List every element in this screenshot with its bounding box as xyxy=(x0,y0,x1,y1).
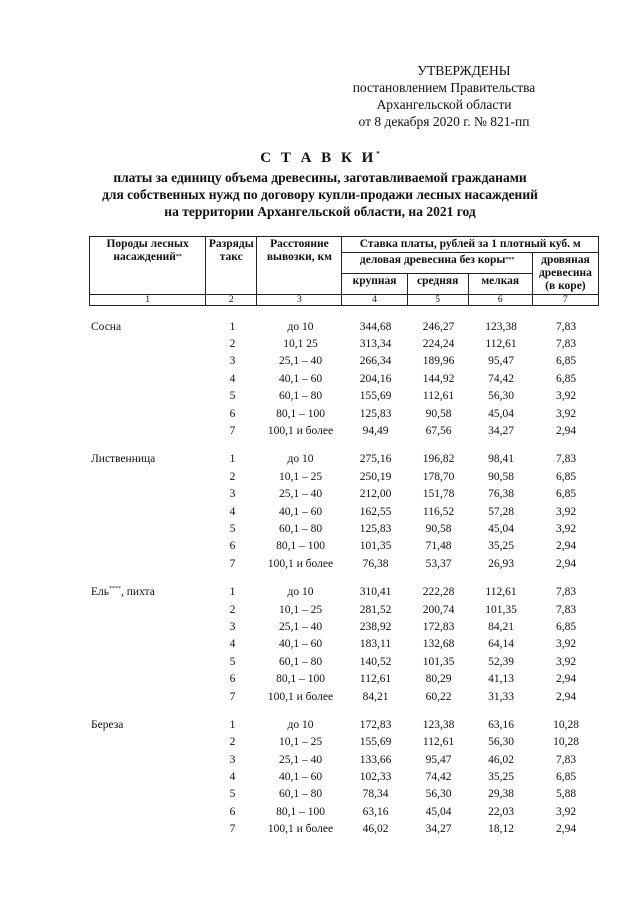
table-row xyxy=(89,538,599,555)
large-cell: 212,00 xyxy=(359,488,392,501)
firewood-cell: 7,83 xyxy=(555,338,577,351)
medium-cell: 112,61 xyxy=(422,736,455,749)
firewood-cell: 3,92 xyxy=(555,655,577,668)
firewood-cell: 2,94 xyxy=(555,540,577,553)
table-row xyxy=(89,468,599,485)
small-cell: 35,25 xyxy=(488,540,514,553)
large-cell: 84,21 xyxy=(362,690,389,703)
class-cell: 4 xyxy=(229,638,236,651)
column-number-row xyxy=(90,295,599,306)
small-cell: 56,30 xyxy=(488,390,514,403)
table-row xyxy=(89,486,599,503)
distance-cell: до 10 xyxy=(287,586,314,599)
small-cell: 95,47 xyxy=(488,355,514,368)
distance-cell: 60,1 – 80 xyxy=(278,522,323,535)
small-cell: 41,13 xyxy=(488,673,514,686)
class-cell: 7 xyxy=(229,690,236,703)
column-number: 3 xyxy=(257,295,342,306)
class-cell: 3 xyxy=(229,488,236,501)
document-subtitle xyxy=(70,169,570,220)
firewood-cell: 7,83 xyxy=(555,753,577,766)
header-medium: средняя xyxy=(407,274,468,295)
medium-cell: 101,35 xyxy=(422,655,455,668)
large-cell: 238,92 xyxy=(359,620,392,633)
distance-cell: 40,1 – 60 xyxy=(278,372,323,385)
species-cell: Ель****, пихта xyxy=(91,586,155,599)
firewood-cell: 3,92 xyxy=(555,805,577,818)
subtitle-line: для собственных нужд по договору купли-продажи лесных насаждений xyxy=(102,187,538,202)
table-row xyxy=(89,821,599,838)
column-number: 6 xyxy=(468,295,532,306)
distance-cell: до 10 xyxy=(287,320,314,333)
small-cell: 112,61 xyxy=(485,338,517,351)
small-cell: 18,12 xyxy=(488,823,514,836)
small-cell: 64,14 xyxy=(488,638,514,651)
firewood-cell: 2,94 xyxy=(555,425,577,438)
medium-cell: 67,56 xyxy=(425,425,452,438)
firewood-cell: 10,28 xyxy=(553,736,579,749)
distance-cell: 100,1 и более xyxy=(267,690,334,703)
species-group xyxy=(89,583,599,705)
firewood-cell: 3,92 xyxy=(555,638,577,651)
distance-cell: 60,1 – 80 xyxy=(278,390,323,403)
header-large: крупная xyxy=(342,274,407,295)
class-cell: 4 xyxy=(229,505,236,518)
class-cell: 2 xyxy=(229,338,236,351)
small-cell: 22,03 xyxy=(488,805,514,818)
large-cell: 133,66 xyxy=(359,753,392,766)
medium-cell: 144,92 xyxy=(422,372,455,385)
firewood-cell: 3,92 xyxy=(555,522,577,535)
table-row xyxy=(89,803,599,820)
table-row xyxy=(89,768,599,785)
species-group xyxy=(89,451,599,573)
medium-cell: 53,37 xyxy=(425,557,452,570)
medium-cell: 80,29 xyxy=(425,673,452,686)
table-row xyxy=(89,405,599,422)
class-cell: 2 xyxy=(229,736,236,749)
column-number: 7 xyxy=(532,295,598,306)
medium-cell: 151,78 xyxy=(422,488,455,501)
small-cell: 112,61 xyxy=(485,586,517,599)
subtitle-line: на территории Архангельской области, на 2021 год xyxy=(164,204,476,219)
small-cell: 45,04 xyxy=(488,407,514,420)
small-cell: 56,30 xyxy=(488,736,514,749)
distance-cell: 100,1 и более xyxy=(267,557,334,570)
table-row xyxy=(89,734,599,751)
medium-cell: 56,30 xyxy=(425,788,452,801)
large-cell: 310,41 xyxy=(359,586,392,599)
medium-cell: 196,82 xyxy=(422,453,455,466)
class-cell: 7 xyxy=(229,425,236,438)
header-distance: Расстояние вывозки, км xyxy=(257,237,342,295)
class-cell: 2 xyxy=(229,470,236,483)
title-word: С Т А В К И xyxy=(260,150,377,166)
large-cell: 281,52 xyxy=(359,603,392,616)
small-cell: 101,35 xyxy=(485,603,517,616)
medium-cell: 200,74 xyxy=(422,603,455,616)
approval-heading: УТВЕРЖДЕНЫ xyxy=(417,63,511,78)
large-cell: 275,16 xyxy=(359,453,392,466)
table-row xyxy=(89,555,599,572)
small-cell: 31,33 xyxy=(488,690,514,703)
table-row xyxy=(89,653,599,670)
large-cell: 76,38 xyxy=(362,557,389,570)
firewood-cell: 7,83 xyxy=(555,586,577,599)
medium-cell: 90,58 xyxy=(425,522,452,535)
distance-cell: 80,1 – 100 xyxy=(276,407,325,420)
distance-cell: 80,1 – 100 xyxy=(276,805,325,818)
table-row xyxy=(89,451,599,468)
medium-cell: 222,28 xyxy=(422,586,455,599)
firewood-cell: 7,83 xyxy=(555,603,577,616)
distance-cell: до 10 xyxy=(287,453,314,466)
class-cell: 6 xyxy=(229,540,236,553)
distance-cell: 10,1 – 25 xyxy=(278,603,323,616)
distance-cell: 25,1 – 40 xyxy=(278,355,323,368)
table-row xyxy=(89,335,599,352)
medium-cell: 189,96 xyxy=(422,355,455,368)
large-cell: 46,02 xyxy=(362,823,389,836)
small-cell: 76,38 xyxy=(488,488,514,501)
distance-cell: 40,1 – 60 xyxy=(278,638,323,651)
table-row xyxy=(89,388,599,405)
class-cell: 5 xyxy=(229,655,236,668)
class-cell: 4 xyxy=(229,771,236,784)
class-cell: 2 xyxy=(229,603,236,616)
firewood-cell: 7,83 xyxy=(555,320,577,333)
column-number: 2 xyxy=(206,295,257,306)
firewood-cell: 2,94 xyxy=(555,823,577,836)
species-group xyxy=(89,716,599,838)
medium-cell: 112,61 xyxy=(422,390,455,403)
large-cell: 140,52 xyxy=(359,655,392,668)
class-cell: 1 xyxy=(229,586,236,599)
distance-cell: 10,1 25 xyxy=(283,338,318,351)
table-row xyxy=(89,422,599,439)
document-title xyxy=(0,150,640,167)
large-cell: 125,83 xyxy=(359,522,392,535)
firewood-cell: 2,94 xyxy=(555,557,577,570)
class-cell: 1 xyxy=(229,320,236,333)
large-cell: 155,69 xyxy=(359,736,392,749)
medium-cell: 45,04 xyxy=(425,805,452,818)
large-cell: 155,69 xyxy=(359,390,392,403)
distance-cell: 25,1 – 40 xyxy=(278,488,323,501)
class-cell: 3 xyxy=(229,355,236,368)
header-species: Породы лесных насаждений** xyxy=(90,237,206,295)
distance-cell: 100,1 и более xyxy=(267,425,334,438)
large-cell: 112,61 xyxy=(359,673,392,686)
class-cell: 7 xyxy=(229,557,236,570)
large-cell: 162,55 xyxy=(359,505,392,518)
table-row xyxy=(89,353,599,370)
species-cell: Сосна xyxy=(91,320,122,333)
distance-cell: до 10 xyxy=(287,718,314,731)
distance-cell: 25,1 – 40 xyxy=(278,753,323,766)
medium-cell: 246,27 xyxy=(422,320,455,333)
large-cell: 125,83 xyxy=(359,407,392,420)
medium-cell: 95,47 xyxy=(425,753,452,766)
table-row xyxy=(89,786,599,803)
table-row xyxy=(89,636,599,653)
class-cell: 1 xyxy=(229,453,236,466)
small-cell: 45,04 xyxy=(488,522,514,535)
firewood-cell: 3,92 xyxy=(555,407,577,420)
class-cell: 4 xyxy=(229,372,236,385)
distance-cell: 10,1 – 25 xyxy=(278,736,323,749)
firewood-cell: 2,94 xyxy=(555,690,577,703)
medium-cell: 60,22 xyxy=(425,690,452,703)
firewood-cell: 2,94 xyxy=(555,673,577,686)
table-row xyxy=(89,670,599,687)
small-cell: 52,39 xyxy=(488,655,514,668)
class-cell: 1 xyxy=(229,718,236,731)
distance-cell: 60,1 – 80 xyxy=(278,655,323,668)
header-rate: Ставка платы, рублей за 1 плотный куб. м xyxy=(342,237,599,253)
firewood-cell: 7,83 xyxy=(555,453,577,466)
small-cell: 35,25 xyxy=(488,771,514,784)
medium-cell: 71,48 xyxy=(425,540,452,553)
firewood-cell: 6,85 xyxy=(555,372,577,385)
large-cell: 266,34 xyxy=(359,355,392,368)
column-number: 4 xyxy=(342,295,407,306)
distance-cell: 40,1 – 60 xyxy=(278,505,323,518)
species-group xyxy=(89,318,599,440)
small-cell: 123,38 xyxy=(485,320,517,333)
species-cell: Лиственница xyxy=(91,453,156,466)
table-row xyxy=(89,688,599,705)
distance-cell: 25,1 – 40 xyxy=(278,620,323,633)
medium-cell: 172,83 xyxy=(422,620,455,633)
medium-cell: 132,68 xyxy=(422,638,455,651)
class-cell: 5 xyxy=(229,390,236,403)
table-row xyxy=(89,503,599,520)
firewood-cell: 5,88 xyxy=(555,788,577,801)
medium-cell: 34,27 xyxy=(425,823,452,836)
rates-table-body xyxy=(89,318,599,849)
large-cell: 250,19 xyxy=(359,470,392,483)
table-row xyxy=(89,618,599,635)
small-cell: 29,38 xyxy=(488,788,514,801)
large-cell: 102,33 xyxy=(359,771,392,784)
column-number: 1 xyxy=(90,295,206,306)
large-cell: 183,11 xyxy=(359,638,392,651)
large-cell: 94,49 xyxy=(362,425,389,438)
species-cell: Береза xyxy=(91,718,124,731)
distance-cell: 80,1 – 100 xyxy=(276,540,325,553)
approval-line: постановлением Правительства xyxy=(352,80,536,95)
approval-line: от 8 декабря 2020 г. № 821-пп xyxy=(358,114,530,129)
small-cell: 34,27 xyxy=(488,425,514,438)
title-footnote-mark: * xyxy=(376,150,380,158)
class-cell: 6 xyxy=(229,407,236,420)
column-number: 5 xyxy=(407,295,468,306)
medium-cell: 90,58 xyxy=(425,407,452,420)
table-row xyxy=(89,716,599,733)
firewood-cell: 6,85 xyxy=(555,771,577,784)
approval-block xyxy=(314,62,574,130)
table-row xyxy=(89,520,599,537)
small-cell: 84,21 xyxy=(488,620,514,633)
distance-cell: 80,1 – 100 xyxy=(276,673,325,686)
table-row xyxy=(89,370,599,387)
large-cell: 101,35 xyxy=(359,540,392,553)
class-cell: 6 xyxy=(229,805,236,818)
small-cell: 74,42 xyxy=(488,372,514,385)
large-cell: 172,83 xyxy=(359,718,392,731)
table-row xyxy=(89,318,599,335)
small-cell: 46,02 xyxy=(488,753,514,766)
firewood-cell: 10,28 xyxy=(553,718,579,731)
large-cell: 78,34 xyxy=(362,788,389,801)
distance-cell: 60,1 – 80 xyxy=(278,788,323,801)
firewood-cell: 6,85 xyxy=(555,620,577,633)
class-cell: 3 xyxy=(229,753,236,766)
firewood-cell: 3,92 xyxy=(555,390,577,403)
class-cell: 5 xyxy=(229,522,236,535)
large-cell: 313,34 xyxy=(359,338,392,351)
class-cell: 6 xyxy=(229,673,236,686)
header-small: мелкая xyxy=(468,274,532,295)
small-cell: 63,16 xyxy=(488,718,514,731)
large-cell: 344,68 xyxy=(359,320,392,333)
medium-cell: 224,24 xyxy=(422,338,455,351)
class-cell: 7 xyxy=(229,823,236,836)
firewood-cell: 3,92 xyxy=(555,505,577,518)
subtitle-line: платы за единицу объема древесины, заготавливаемой гражданами xyxy=(113,170,527,185)
class-cell: 5 xyxy=(229,788,236,801)
rates-table-header xyxy=(89,236,599,306)
firewood-cell: 6,85 xyxy=(555,355,577,368)
large-cell: 204,16 xyxy=(359,372,392,385)
small-cell: 98,41 xyxy=(488,453,514,466)
distance-cell: 100,1 и более xyxy=(267,823,334,836)
small-cell: 26,93 xyxy=(488,557,514,570)
large-cell: 63,16 xyxy=(362,805,389,818)
class-cell: 3 xyxy=(229,620,236,633)
table-row xyxy=(89,583,599,600)
header-classes: Разряды такс xyxy=(206,237,257,295)
medium-cell: 116,52 xyxy=(422,505,455,518)
medium-cell: 123,38 xyxy=(422,718,455,731)
distance-cell: 40,1 – 60 xyxy=(278,771,323,784)
small-cell: 90,58 xyxy=(488,470,514,483)
table-row xyxy=(89,601,599,618)
approval-line: Архангельской области xyxy=(376,97,512,112)
firewood-cell: 6,85 xyxy=(555,488,577,501)
distance-cell: 10,1 – 25 xyxy=(278,470,323,483)
medium-cell: 178,70 xyxy=(422,470,455,483)
table-row xyxy=(89,751,599,768)
small-cell: 57,28 xyxy=(488,505,514,518)
medium-cell: 74,42 xyxy=(425,771,452,784)
header-firewood: дровяная древесина (в коре) xyxy=(532,253,598,295)
firewood-cell: 6,85 xyxy=(555,470,577,483)
header-debarked: деловая древесина без коры*** xyxy=(342,253,532,274)
